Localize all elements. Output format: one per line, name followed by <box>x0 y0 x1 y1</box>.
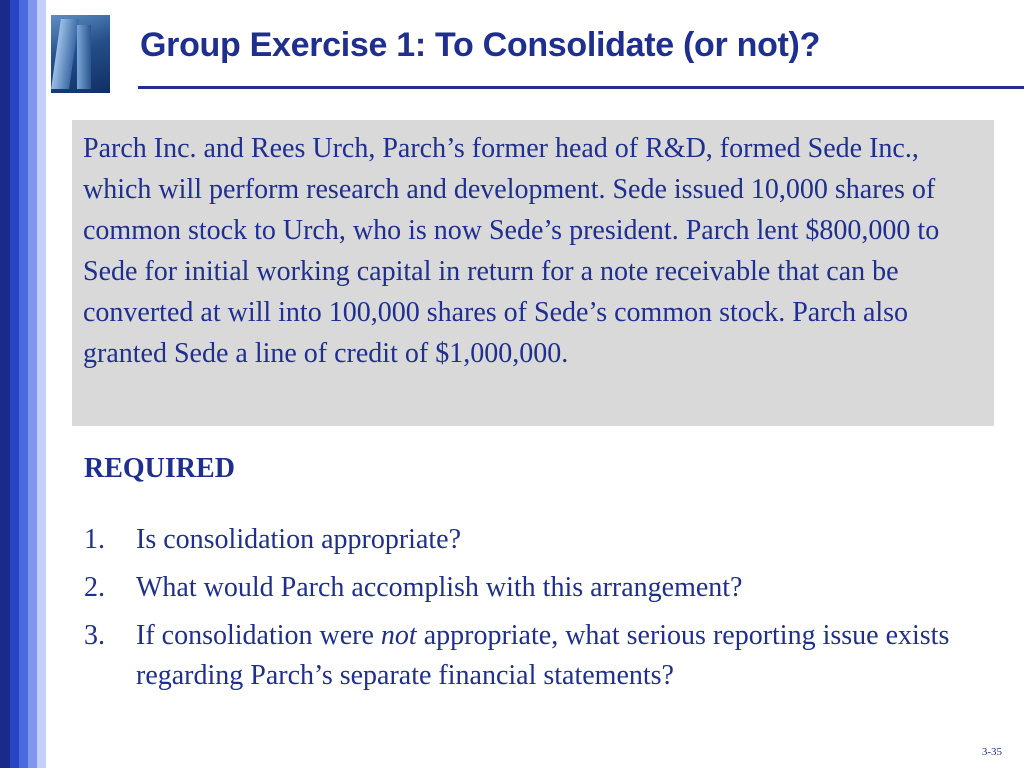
page-number: 3-35 <box>981 746 1002 758</box>
title-underline <box>138 86 1024 89</box>
left-decorative-bars <box>0 0 46 768</box>
building-graphic <box>51 19 79 89</box>
question-text-part: If consolidation were <box>136 620 381 651</box>
required-heading: REQUIRED <box>84 453 235 484</box>
case-description-text: Parch Inc. and Rees Urch, Parch’s former head of R&D, formed Sede Inc., which will perform research and development. Sede issued 10,000 shares of common stock to Urch, who is now Sede’s president. Parch lent $800,000 to Sede for initial working capital in return for a note receivable that can be converted at will into 100,000 shares of Sede’s common stock. Parch also granted Sede a line of credit of $1,000,000. <box>83 133 940 369</box>
bar-4 <box>28 0 37 768</box>
question-number: 1. <box>84 524 105 555</box>
question-text-emphasis: not <box>380 620 417 651</box>
question-number: 3. <box>84 620 105 651</box>
question-text: What would Parch accomplish with this arrangement? <box>136 572 743 603</box>
question-number: 2. <box>84 572 105 603</box>
question-item <box>84 616 964 696</box>
question-item <box>84 520 964 560</box>
question-text <box>136 616 964 696</box>
slide-title: Group Exercise 1: To Consolidate (or not)? <box>140 26 821 64</box>
question-item <box>84 568 964 608</box>
bar-3 <box>19 0 28 768</box>
question-list <box>84 520 964 704</box>
question-text-part: appropriate, what serious reporting issue exists regarding Parch’s separate financial statements? <box>136 620 950 691</box>
bar-2 <box>10 0 19 768</box>
bar-1 <box>0 0 10 768</box>
question-text: Is consolidation appropriate? <box>136 524 462 555</box>
case-description-box <box>72 120 994 426</box>
book-cover-image <box>51 15 110 93</box>
building-graphic <box>77 25 91 89</box>
bar-5 <box>37 0 46 768</box>
